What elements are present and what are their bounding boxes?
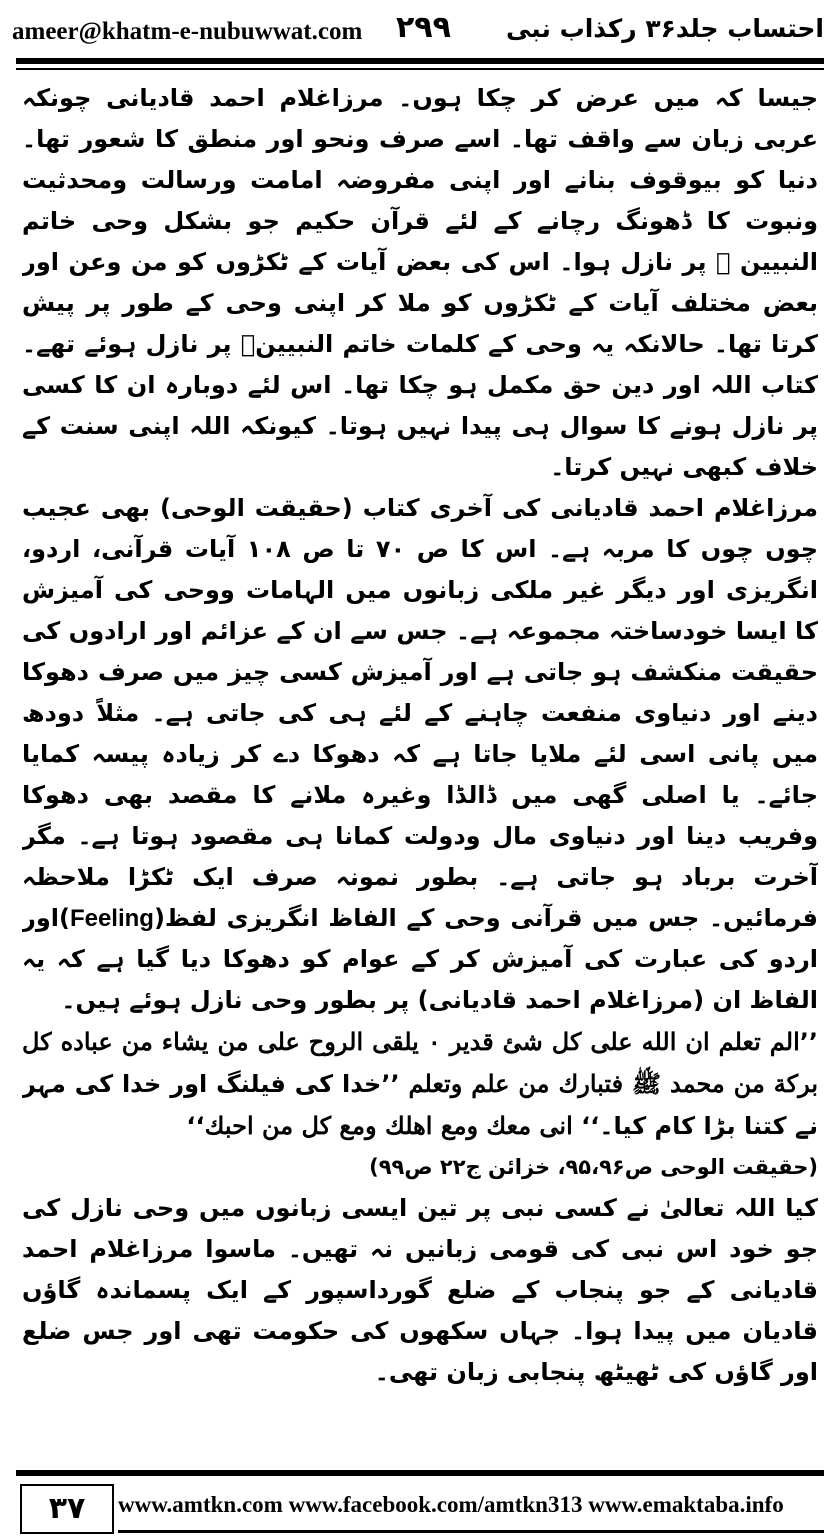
- header-email: ameer@khatm-e-nubuwwat.com: [12, 18, 363, 45]
- paragraph-2-tail: اور اردو کی عبارت کی آمیزش کر کے عوام کو دھوکا دیا گیا ہے کہ یہ الفاظ ان (مرزاغلام احمد قادیانی) پر بطور وحی نازل ہوئے ہیں۔: [22, 904, 818, 1014]
- page-footer: [0, 1470, 840, 1540]
- paragraph-1: جیسا کہ میں عرض کر چکا ہوں۔ مرزاغلام احمد قادیانی چونکہ عربی زبان سے واقف تھا۔ اسے صرف ونحو اور منطق کا شعور تھا۔ دنیا کو بیوقوف بنانے اور اپنی مفروضہ امامت ورسالت ومحدثیت ونبوت کا ڈھونگ رچانے کے لئے قرآن حکیم جو بشکل وحی خاتم النبیین ﷺ پر نازل ہوا۔ اس کی بعض آیات کے ٹکڑوں کو من وعن اور بعض مختلف آیات کے ٹکڑوں کو ملا کر اپنی وحی کے طور پر پیش کرتا تھا۔ حالانکہ یہ وحی کے کلمات خاتم النبیینؐ پر نازل ہوئے تھے۔ کتاب اللہ اور دین حق مکمل ہو چکا تھا۔ اس لئے دوبارہ ان کا کسی پر نازل ہونے کا سوال ہی پیدا نہیں ہوتا۔ کیونکہ اللہ اپنی سنت کے خلاف کبھی نہیں کرتا۔: [22, 84, 818, 481]
- header-rule-thick: [16, 58, 824, 64]
- quote-arabic-1: الم تعلم ان الله على كل شئ قدير ۰ يلقى الروح على من يشاء من عباده كل بركة من محمد ﷺ فتبارك من علم وتعلم: [22, 1027, 818, 1098]
- footer-links[interactable]: www.amtkn.com www.facebook.com/amtkn313 www.emaktaba.info: [118, 1492, 784, 1517]
- feeling-word: Feeling: [69, 905, 154, 932]
- quotation: [22, 1021, 818, 1147]
- quote-urdu: ’’خدا کی فیلنگ اور خدا کی مہر نے کتنا بڑا کام کیا۔‘‘: [22, 1070, 818, 1140]
- quote-open: ’’: [799, 1028, 818, 1056]
- quote-arabic-2: انى معك ومع اهلك ومع كل من احبك: [204, 1111, 573, 1140]
- footer-rule-bottom: [118, 1530, 824, 1533]
- reference: (حقیقت الوحی ص۹۵،۹۶، خزائن ج۲۲ ص۹۹): [369, 1155, 818, 1179]
- header-rule-thin: [16, 68, 824, 70]
- header-title: احتساب جلد۳۶ رکذاب نبی: [506, 14, 824, 43]
- paragraph-2-text: مرزاغلام احمد قادیانی کی آخری کتاب (حقیقت الوحی) بھی عجیب چوں چوں کا مربہ ہے۔ اس کا ص ۷۰ تا ص ۱۰۸ آیات قرآنی، اردو، انگریزی اور دیگر غیر ملکی زبانوں میں الہامات ووحی کی آمیزش کا ایسا خودساختہ مجموعہ ہے۔ جس سے ان کے عزائم اور ارادوں کی حقیقت منکشف ہو جاتی ہے اور آمیزش کسی چیز میں صرف دھوکا دینے اور دنیاوی منفعت چاہنے کے لئے ہی کی جاتی ہے۔ مثلاً دودھ میں پانی اسی لئے ملایا جاتا ہے کہ دھوکا دے کر زیادہ پیسہ کمایا جائے۔ یا اصلی گھی میں ڈالڈا وغیرہ ملانے کا مقصد بھی دھوکا وفریب دینا اور دنیاوی مال ودولت کمانا ہی مقصود ہوتا ہے۔ مگر آخرت برباد ہو جاتی ہے۔ بطور نمونہ صرف ایک ٹکڑا ملاحظہ فرمائیں۔ جس میں قرآنی وحی کے الفاظ انگریزی لفظ: [22, 494, 818, 932]
- footer-page-number: ۳۷: [20, 1484, 114, 1534]
- footer-rule-thick: [16, 1470, 824, 1476]
- paragraph-3: کیا اللہ تعالیٰ نے کسی نبی پر تین ایسی زبانوں میں وحی نازل کی جو خود اس نبی کی قومی زبانیں نہ تھیں۔ ماسوا مرزاغلام احمد قادیانی کے جو پنجاب کے ضلع گورداسپور کے ایک پسماندہ گاؤں قادیان میں پیدا ہوا۔ جہاں سکھوں کی حکومت تھی اور جس ضلع اور گاؤں کی ٹھیٹھ پنجابی زبان تھی۔: [22, 1194, 818, 1386]
- header-page-number: ۲۹۹: [396, 10, 451, 45]
- page-body: [22, 78, 818, 1458]
- paragraph-2: مرزاغلام احمد قادیانی کی آخری کتاب (حقیقت الوحی) بھی عجیب چوں چوں کا مربہ ہے۔ اس کا ص ۷۰ تا ص ۱۰۸ آیات قرآنی، اردو، انگریزی اور دیگر غیر ملکی زبانوں میں الہامات ووحی کی آمیزش کا ایسا خودساختہ مجموعہ ہے۔ جس سے ان کے عزائم اور ارادوں کی حقیقت منکشف ہو جاتی ہے اور آمیزش کسی چیز میں صرف دھوکا دینے اور دنیاوی منفعت چاہنے کے لئے ہی کی جاتی ہے۔ مثلاً دودھ میں پانی اسی لئے ملایا جاتا ہے کہ دھوکا دے کر زیادہ پیسہ کمایا جائے۔ یا اصلی گھی میں ڈالڈا وغیرہ ملانے کا مقصد بھی دھوکا وفریب دینا اور دنیاوی مال ودولت کمانا ہی مقصود ہوتا ہے۔ مگر آخرت برباد ہو جاتی ہے۔ بطور نمونہ صرف ایک ٹکڑا ملاحظہ فرمائیں۔ جس میں قرآنی وحی کے الفاظ انگریزی لفظ(Feeling)اور اردو کی عبارت کی آمیزش کر کے عوام کو دھوکا دیا گیا ہے کہ یہ الفاظ ان (مرزاغلام احمد قادیانی) پر بطور وحی نازل ہوئے ہیں۔: [22, 494, 818, 1014]
- quote-close: ‘‘: [186, 1112, 205, 1140]
- page-header: [0, 0, 840, 62]
